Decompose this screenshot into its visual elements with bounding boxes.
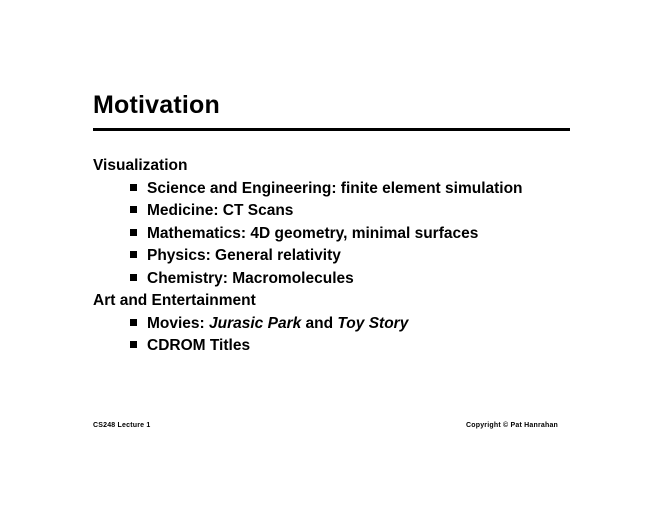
list-item-label: Physics: General relativity — [147, 247, 341, 264]
list-item-label: Science and Engineering: finite element simulation — [147, 179, 523, 197]
square-bullet-icon — [130, 341, 137, 348]
list-item — [93, 338, 613, 354]
list-item-label: Medicine: CT Scans — [147, 202, 294, 219]
square-bullet-icon — [130, 206, 137, 213]
footer-lecture-label: CS248 Lecture 1 — [93, 422, 151, 429]
list-item — [93, 271, 613, 287]
square-bullet-icon — [130, 274, 137, 281]
list-item-label: CDROM Titles — [147, 337, 251, 354]
list-item-conjunction: and — [301, 314, 338, 332]
movie-title-toy-story: Toy Story — [337, 314, 409, 332]
section-heading-visualization: Visualization — [93, 157, 188, 174]
square-bullet-icon — [130, 229, 137, 236]
list-item — [93, 203, 613, 219]
movie-title-jurasic-park: Jurasic Park — [209, 314, 302, 332]
page-title: Motivation — [93, 91, 220, 119]
section-heading-art-and-entertainment: Art and Entertainment — [93, 292, 256, 309]
square-bullet-icon — [130, 319, 137, 326]
list-item-label: Chemistry: Macromolecules — [147, 269, 354, 287]
square-bullet-icon — [130, 184, 137, 191]
footer-copyright: Copyright © Pat Hanrahan — [466, 422, 559, 429]
title-divider — [93, 128, 570, 131]
list-item — [93, 181, 613, 197]
list-item-prefix: Movies: — [147, 314, 210, 332]
list-item — [93, 226, 613, 242]
list-item — [93, 248, 613, 264]
square-bullet-icon — [130, 251, 137, 258]
slide-body — [93, 158, 613, 361]
list-item-label — [147, 316, 408, 332]
list-item — [93, 316, 613, 332]
list-item-label: Mathematics: 4D geometry, minimal surfaces — [147, 224, 479, 242]
